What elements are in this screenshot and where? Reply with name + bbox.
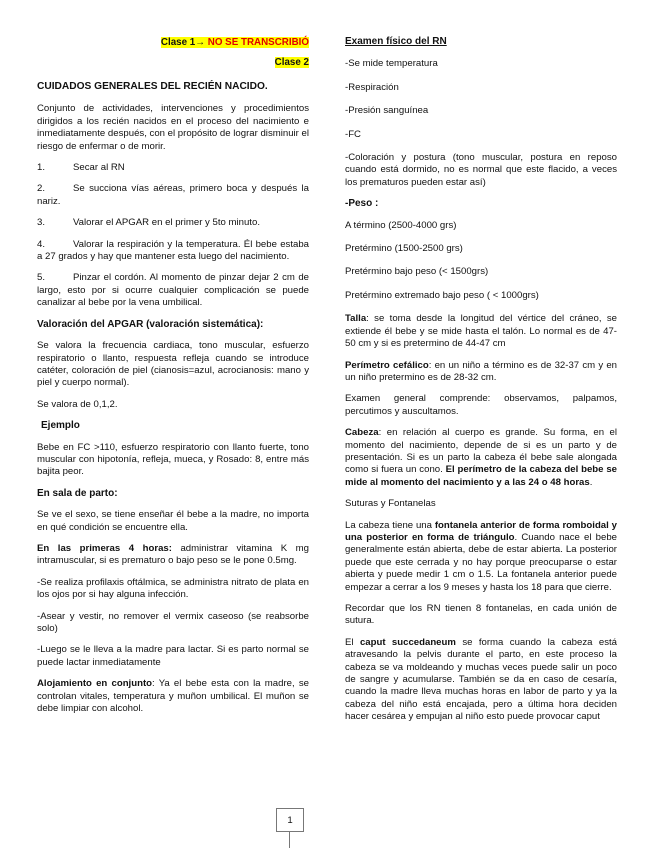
perimetro-paragraph [345,360,617,385]
section-title: CUIDADOS GENERALES DEL RECIÉN NACIDO. [37,81,268,92]
apgar-scale: Se valora de 0,1,2. [37,398,118,410]
clase1-highlight [161,37,309,48]
step-text: Secar al RN [73,162,125,174]
apgar-paragraph: Se valora la frecuencia cardiaca, tono muscular, esfuerzo respiratorio o llanto, respuesta refleja cuando se introduce catéter, coloración de piel (cianosis=azul, acrocianosis: mano y piel y cuerpo normal). [37,340,309,389]
step-number: 5. [37,272,46,284]
alojamiento-paragraph [37,678,309,715]
profilaxis-paragraph: -Se realiza profilaxis oftálmica, se administra nitrato de plata en los ojos por si hay alguna infección. [37,576,309,601]
examen-general-paragraph: Examen general comprende: observamos, palpamos, percutimos y auscultamos. [345,393,617,417]
exam-heading: Examen físico del RN [345,36,447,47]
peso-item: A término (2500-4000 grs) [345,219,457,231]
recordar-paragraph: Recordar que los RN tienen 8 fontanelas, en cada unión de sutura. [345,603,617,627]
step-5 [37,272,309,309]
talla-text: : se toma desde la longitud del vértice del cráneo, se extiende él bebe y se mide hasta el talón. Lo normal es de 47-50 cm y si es pretermino de 44-47 cm [345,313,617,350]
alojamiento-bold: Alojamiento en conjunto [37,678,152,690]
step-text: Valorar el APGAR en el primer y 5to minuto. [73,217,260,229]
exam-item: -Presión sanguínea [345,105,429,117]
step-3 [37,217,309,229]
primeras-bold: En las primeras 4 horas: [37,542,172,554]
talla-paragraph [345,313,617,350]
alojamiento-text: : Ya el bebe esta con la madre, se controlan vitales, temperatura y muñon umbilical. El muñon se debe limpiar con alcohol. [37,678,309,715]
step-1 [37,162,309,174]
luego-paragraph: -Luego se le lleva a la madre para lactar. Si es parto normal se puede lactar inmediatamente [37,644,309,668]
caput-text-a: El [345,636,360,648]
example-heading: Ejemplo [41,420,80,432]
coloracion-paragraph: -Coloración y postura (tono muscular, postura en reposo cuando está dormido, no es normal que este flacido, a veces los prematuros pueden estar así) [345,152,617,188]
step-number: 2. [37,183,46,195]
clase1-label: Clase 1→ [160,37,208,48]
step-4 [37,239,309,264]
cabeza-paragraph [345,427,617,489]
talla-bold: Talla [345,313,367,325]
peso-item: Pretérmino (1500-2500 grs) [345,243,463,255]
step-text: Valorar la respiración y la temperatura. Él bebe estaba a 27 grados y hay que mantener esta luego del nacimiento. [37,238,309,263]
fontanela-paragraph [345,520,617,594]
step-text: Pinzar el cordón. Al momento de pinzar dejar 2 cm de largo, esto por si ocurre cualquier complicación se puede canalizar al bebe por la vena umbilical. [37,272,309,309]
clase2-label: Clase 2 [274,57,309,68]
caput-paragraph [345,637,617,724]
primeras-paragraph [37,543,309,568]
step-2 [37,183,309,208]
sala-paragraph: Se ve el sexo, se tiene enseñar él bebe a la madre, no importa en qué condición se encuentre ella. [37,509,309,533]
clase1-line [37,36,309,49]
asear-paragraph: -Asear y vestir, no remover el vermix caseoso (se reabsorbe solo) [37,610,309,634]
peso-heading: -Peso : [345,198,379,210]
caput-bold: caput succedaneum [359,636,456,648]
peso-item: Pretérmino extremado bajo peso ( < 1000grs) [345,289,539,301]
exam-item: -Respiración [345,81,399,93]
exam-item: -FC [345,128,361,140]
cabeza-bold-2: El perímetro de la cabeza del bebe se mide al momento del nacimiento y a las 24 o 48 horas [345,464,617,488]
page-number-box [276,808,304,832]
peso-item: Pretérmino bajo peso (< 1500grs) [345,266,489,278]
intro-paragraph: Conjunto de actividades, intervenciones y procedimientos dirigidos a los recién nacidos en el proceso del nacimiento e inmediatamente después, con el propósito de lograr disminuir el riesgo de enfermar o de morir. [37,103,309,152]
cabeza-bold: Cabeza [345,427,379,439]
fontanela-text-a: La cabeza tiene una [345,519,435,531]
perimetro-text: : en un niño a término es de 32-37 cm y en un niño pretermino es de 28-32 cm. [345,359,617,383]
clase2-line [37,56,309,69]
step-number: 4. [37,238,46,250]
apgar-heading: Valoración del APGAR (valoración sistemática): [37,318,264,330]
suturas-heading: Suturas y Fontanelas [345,498,436,510]
example-paragraph: Bebe en FC >110, esfuerzo respiratorio con llanto fuerte, tono muscular con hipotonía, refleja, mueca, y Rosado: 8, entre más bajita peor. [37,441,309,478]
primeras-text: administrar vitamina K mg intramuscular, si es prematuro o bajo peso se le pone 0.5mg. [37,542,309,567]
clase1-note: NO SE TRANSCRIBIÓ [207,37,309,48]
exam-item: -Se mide temperatura [345,58,438,70]
step-text: Se succiona vías aéreas, primero boca y después la nariz. [37,183,309,207]
step-number: 3. [37,217,46,229]
page-number: 1 [287,814,293,826]
cabeza-end: . [589,476,593,488]
sala-heading: En sala de parto: [37,487,118,499]
cabeza-text: : en relación al cuerpo es grande. Su forma, en el momento del nacimiento, depende de si es un parto y de presentación. Si es un parto la cabeza él bebe sale alongada como si fuera un cono. [345,427,617,476]
fontanela-text-c: . Cuando nace el bebe generalmente están abierta, debe de estar abierta. La posterior puede que este cerrada y no hay porque preocuparse o estar abierta y puede medir 1 cm o 1.5. La fontanela anterior puede empezar a cerrar a los 9 meses y hasta los 18 para que cierre. [345,531,618,593]
step-number: 1. [37,162,46,174]
caput-text: se forma cuando la cabeza está atravesando la pelvis durante el parto, en este proceso la cabeza se va moldeando y muchas veces puede salir un poco de sangre y acumularse. También se da en caso de cesaría, cuando la madre lleva muchas horas en labor de parto y ya la cabeza del niño está encajada, pero a última hora deciden hacer cesárea y empujan al niño esto puede provocar caput [345,636,617,723]
left-column [37,36,309,724]
footer-connector-line [289,831,290,848]
perimetro-bold: Perímetro cefálico [345,359,429,371]
fontanela-bold: fontanela anterior de forma romboidal y una posterior en forma de triángulo [345,519,617,543]
right-column [345,36,617,733]
